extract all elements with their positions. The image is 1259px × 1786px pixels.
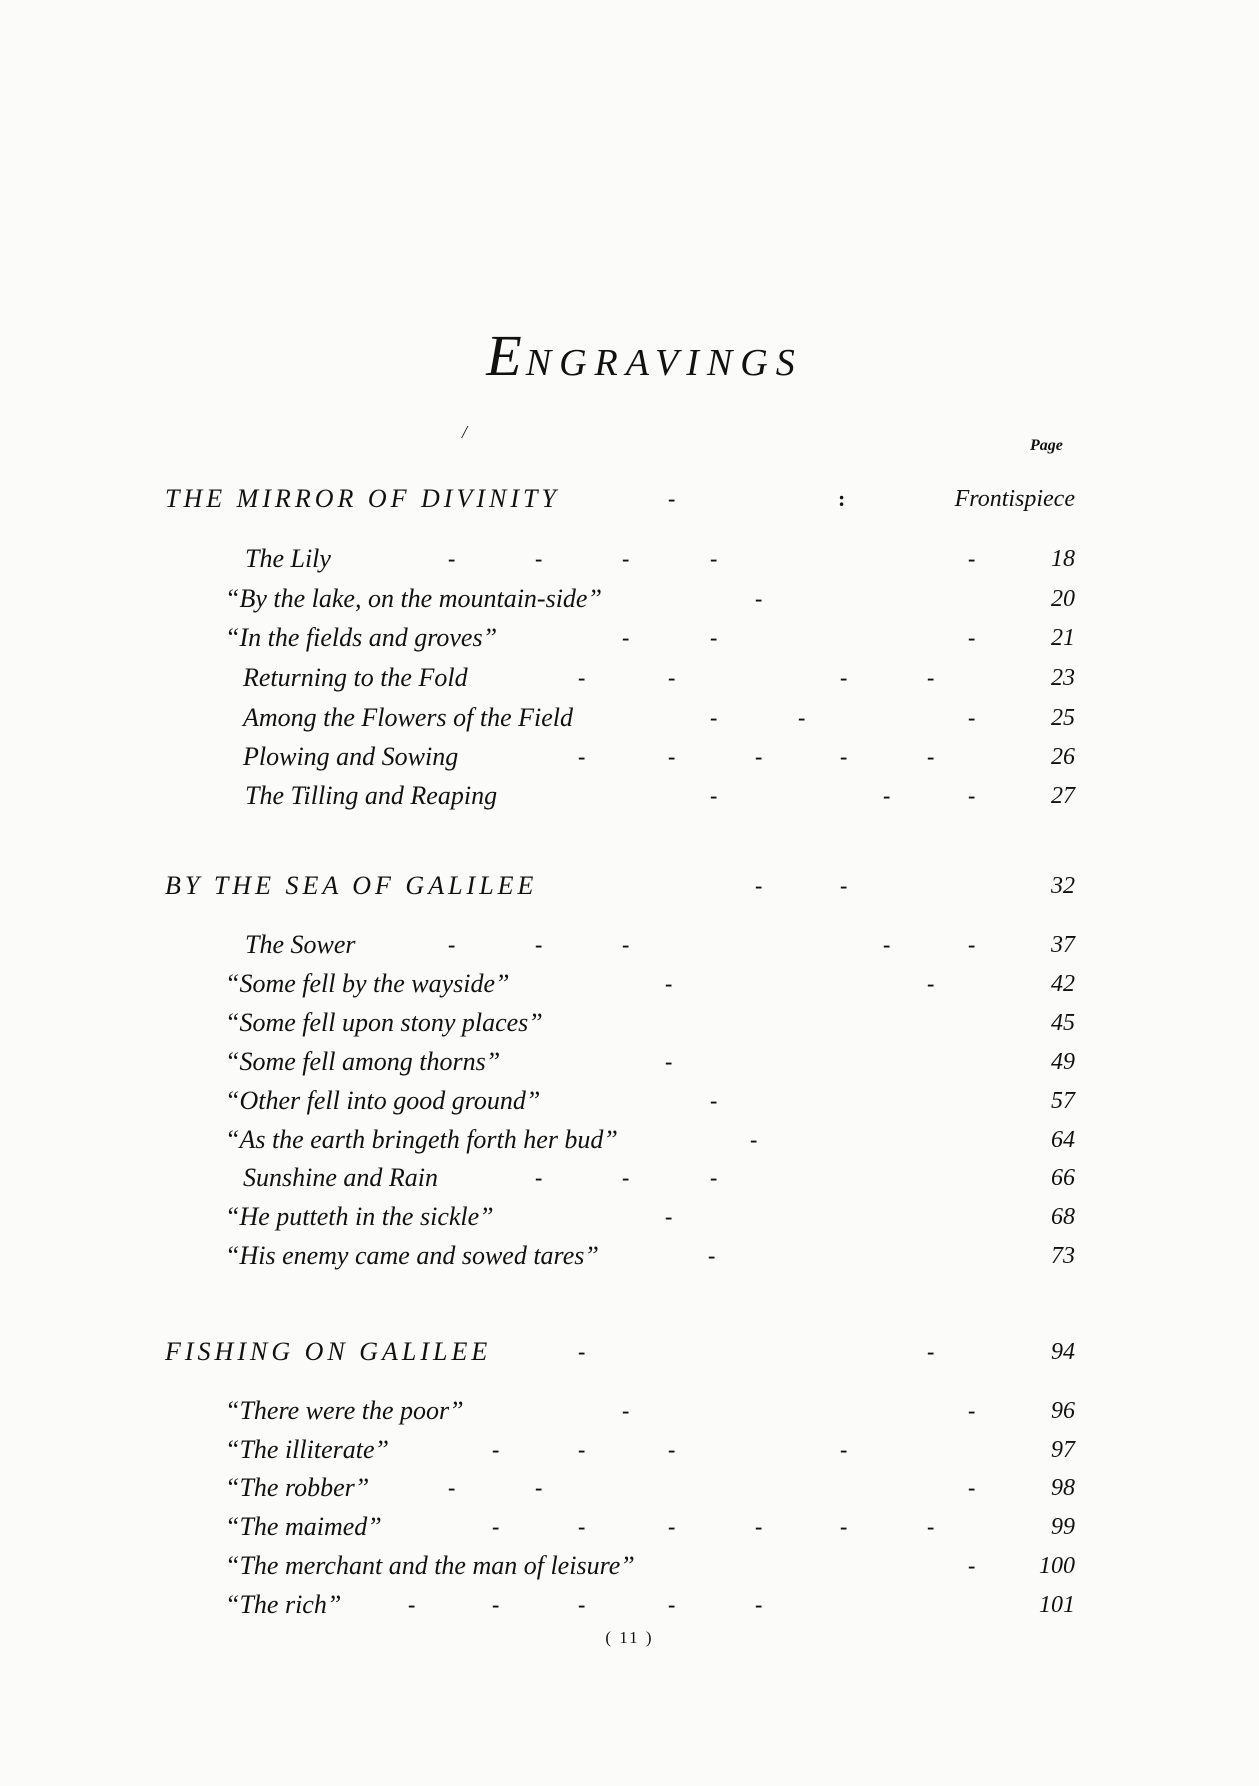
leader-dash: - bbox=[710, 1088, 718, 1113]
page-title bbox=[0, 322, 1259, 389]
leader-dash: - bbox=[535, 546, 543, 571]
list-item bbox=[0, 579, 1259, 619]
entry-page: 99 bbox=[1051, 1514, 1075, 1540]
list-item bbox=[0, 658, 1259, 698]
list-item bbox=[0, 1546, 1259, 1586]
leader-dash: - bbox=[840, 1514, 848, 1539]
entry-label: “The robber” bbox=[225, 1473, 370, 1502]
leader-dash: - bbox=[755, 1514, 763, 1539]
leader-dash: - bbox=[448, 1475, 456, 1500]
list-item bbox=[0, 1507, 1259, 1547]
leader-dash: - bbox=[408, 1592, 416, 1617]
entry-label: “Other fell into good ground” bbox=[225, 1086, 541, 1115]
leader-dash: - bbox=[535, 932, 543, 957]
entry-page: 25 bbox=[1051, 705, 1075, 731]
leader-dash: - bbox=[578, 744, 586, 769]
leader-dash: - bbox=[798, 705, 806, 730]
leader-dash: - bbox=[492, 1592, 500, 1617]
leader-dash: - bbox=[750, 1127, 758, 1152]
leader-dash: - bbox=[755, 1592, 763, 1617]
leader-dash: - bbox=[448, 546, 456, 571]
leader-dash: - bbox=[927, 744, 935, 769]
entry-page: 37 bbox=[1051, 932, 1075, 958]
entry-label: The Tilling and Reaping bbox=[245, 781, 498, 810]
leader-dash: - bbox=[622, 546, 630, 571]
leader-dash: - bbox=[840, 1437, 848, 1462]
entry-page: 66 bbox=[1051, 1165, 1075, 1191]
leader-dash: - bbox=[622, 932, 630, 957]
entry-label: “Some fell upon stony places” bbox=[225, 1008, 543, 1037]
leader-dash: - bbox=[668, 1514, 676, 1539]
entry-label: The Sower bbox=[245, 930, 356, 959]
title-initial: E bbox=[486, 323, 526, 388]
entry-page: 96 bbox=[1051, 1398, 1075, 1424]
section-page: 94 bbox=[1051, 1339, 1075, 1365]
entry-page: 97 bbox=[1051, 1437, 1075, 1463]
entry-label: “In the fields and groves” bbox=[225, 623, 498, 652]
leader-dash: - bbox=[968, 1553, 976, 1578]
leader-dash: - bbox=[968, 932, 976, 957]
entry-page: 21 bbox=[1051, 625, 1075, 651]
entry-page: 68 bbox=[1051, 1204, 1075, 1230]
section-heading: FISHING ON GALILEE bbox=[165, 1337, 492, 1366]
leader-dash: - bbox=[840, 665, 848, 690]
entry-label: Returning to the Fold bbox=[243, 663, 468, 692]
entry-label: “There were the poor” bbox=[225, 1396, 464, 1425]
entry-label: Plowing and Sowing bbox=[243, 742, 459, 771]
leader-dash: - bbox=[578, 1514, 586, 1539]
leader-dash: - bbox=[840, 744, 848, 769]
leader-dash: - bbox=[968, 705, 976, 730]
leader-dash: - bbox=[710, 783, 718, 808]
leader-dash: - bbox=[710, 625, 718, 650]
list-item bbox=[0, 1236, 1259, 1276]
entry-page: 98 bbox=[1051, 1475, 1075, 1501]
leader-dash: - bbox=[883, 783, 891, 808]
list-item bbox=[0, 1042, 1259, 1082]
leader-dash: - bbox=[668, 665, 676, 690]
leader-dash: - bbox=[668, 744, 676, 769]
list-item bbox=[0, 1468, 1259, 1508]
list-item bbox=[0, 1158, 1259, 1198]
list-item bbox=[0, 1430, 1259, 1470]
leader-dash: - bbox=[668, 1437, 676, 1462]
leader-dash: - bbox=[968, 1475, 976, 1500]
section-row bbox=[0, 479, 1259, 519]
list-item bbox=[0, 1585, 1259, 1625]
section-row bbox=[0, 866, 1259, 906]
list-item bbox=[0, 964, 1259, 1004]
list-item bbox=[0, 1081, 1259, 1121]
leader-dash: - bbox=[968, 546, 976, 571]
entry-label: “The illiterate” bbox=[225, 1435, 389, 1464]
leader-dash: - bbox=[665, 971, 673, 996]
list-item bbox=[0, 925, 1259, 965]
list-item bbox=[0, 1120, 1259, 1160]
leader-dash: - bbox=[665, 1049, 673, 1074]
entry-page: 23 bbox=[1051, 665, 1075, 691]
leader-dash: - bbox=[578, 1339, 586, 1364]
leader-dash: - bbox=[927, 1514, 935, 1539]
leader-dash: - bbox=[883, 932, 891, 957]
leader-dash: - bbox=[755, 744, 763, 769]
entry-page: 42 bbox=[1051, 971, 1075, 997]
entry-label: Sunshine and Rain bbox=[243, 1163, 438, 1192]
section-page: 32 bbox=[1051, 873, 1075, 899]
section-row bbox=[0, 1332, 1259, 1372]
entry-label: “The maimed” bbox=[225, 1512, 382, 1541]
entry-label: “The rich” bbox=[225, 1590, 342, 1619]
list-item bbox=[0, 698, 1259, 738]
list-item bbox=[0, 539, 1259, 579]
entry-page: 101 bbox=[1039, 1592, 1075, 1618]
entry-label: “Some fell by the wayside” bbox=[225, 969, 510, 998]
section-heading: BY THE SEA OF GALILEE bbox=[165, 871, 538, 900]
entry-page: 49 bbox=[1051, 1049, 1075, 1075]
entry-label: “As the earth bringeth forth her bud” bbox=[225, 1125, 618, 1154]
entry-label: The Lily bbox=[245, 544, 331, 573]
footer-page-number: ( 11 ) bbox=[605, 1628, 654, 1647]
entry-page: 45 bbox=[1051, 1010, 1075, 1036]
list-item bbox=[0, 1391, 1259, 1431]
entry-label: “By the lake, on the mountain-side” bbox=[225, 584, 602, 613]
list-item bbox=[0, 1197, 1259, 1237]
stray-mark: / bbox=[462, 422, 468, 442]
leader-dash: - bbox=[708, 1243, 716, 1268]
leader-dash: - bbox=[968, 783, 976, 808]
leader-dash: - bbox=[492, 1514, 500, 1539]
leader-dash: - bbox=[927, 971, 935, 996]
entry-page: 64 bbox=[1051, 1127, 1075, 1153]
leader-dash: - bbox=[622, 1398, 630, 1423]
entry-page: 73 bbox=[1051, 1243, 1075, 1269]
leader-dash: - bbox=[968, 625, 976, 650]
leader-dash: - bbox=[668, 486, 676, 511]
leader-dash: - bbox=[968, 1398, 976, 1423]
leader-dash: - bbox=[535, 1165, 543, 1190]
leader-dash: : bbox=[838, 486, 846, 511]
entry-page: 26 bbox=[1051, 744, 1075, 770]
leader-dash: - bbox=[535, 1475, 543, 1500]
leader-dash: - bbox=[578, 1592, 586, 1617]
leader-dash: - bbox=[492, 1437, 500, 1462]
list-item bbox=[0, 1003, 1259, 1043]
entry-label: “He putteth in the sickle” bbox=[225, 1202, 494, 1231]
entry-page: 100 bbox=[1039, 1553, 1075, 1579]
entry-label: “His enemy came and sowed tares” bbox=[225, 1241, 599, 1270]
leader-dash: - bbox=[927, 1339, 935, 1364]
leader-dash: - bbox=[668, 1592, 676, 1617]
leader-dash: - bbox=[578, 1437, 586, 1462]
leader-dash: - bbox=[755, 873, 763, 898]
leader-dash: - bbox=[755, 586, 763, 611]
section-heading: THE MIRROR OF DIVINITY bbox=[165, 484, 560, 513]
section-page: Frontispiece bbox=[954, 486, 1075, 512]
entry-label: “The merchant and the man of leisure” bbox=[225, 1551, 635, 1580]
leader-dash: - bbox=[578, 665, 586, 690]
list-item bbox=[0, 737, 1259, 777]
list-item bbox=[0, 618, 1259, 658]
leader-dash: - bbox=[710, 705, 718, 730]
list-item bbox=[0, 776, 1259, 816]
page-column-label: Page bbox=[1030, 437, 1063, 454]
entry-label: “Some fell among thorns” bbox=[225, 1047, 501, 1076]
title-rest: NGRAVINGS bbox=[525, 342, 803, 384]
entry-label: Among the Flowers of the Field bbox=[243, 703, 574, 732]
leader-dash: - bbox=[840, 873, 848, 898]
entry-page: 20 bbox=[1051, 586, 1075, 612]
leader-dash: - bbox=[710, 546, 718, 571]
leader-dash: - bbox=[622, 625, 630, 650]
entry-page: 57 bbox=[1051, 1088, 1075, 1114]
leader-dash: - bbox=[710, 1165, 718, 1190]
leader-dash: - bbox=[927, 665, 935, 690]
leader-dash: - bbox=[622, 1165, 630, 1190]
leader-dash: - bbox=[665, 1204, 673, 1229]
leader-dash: - bbox=[448, 932, 456, 957]
entry-page: 18 bbox=[1051, 546, 1075, 572]
entry-page: 27 bbox=[1051, 783, 1075, 809]
